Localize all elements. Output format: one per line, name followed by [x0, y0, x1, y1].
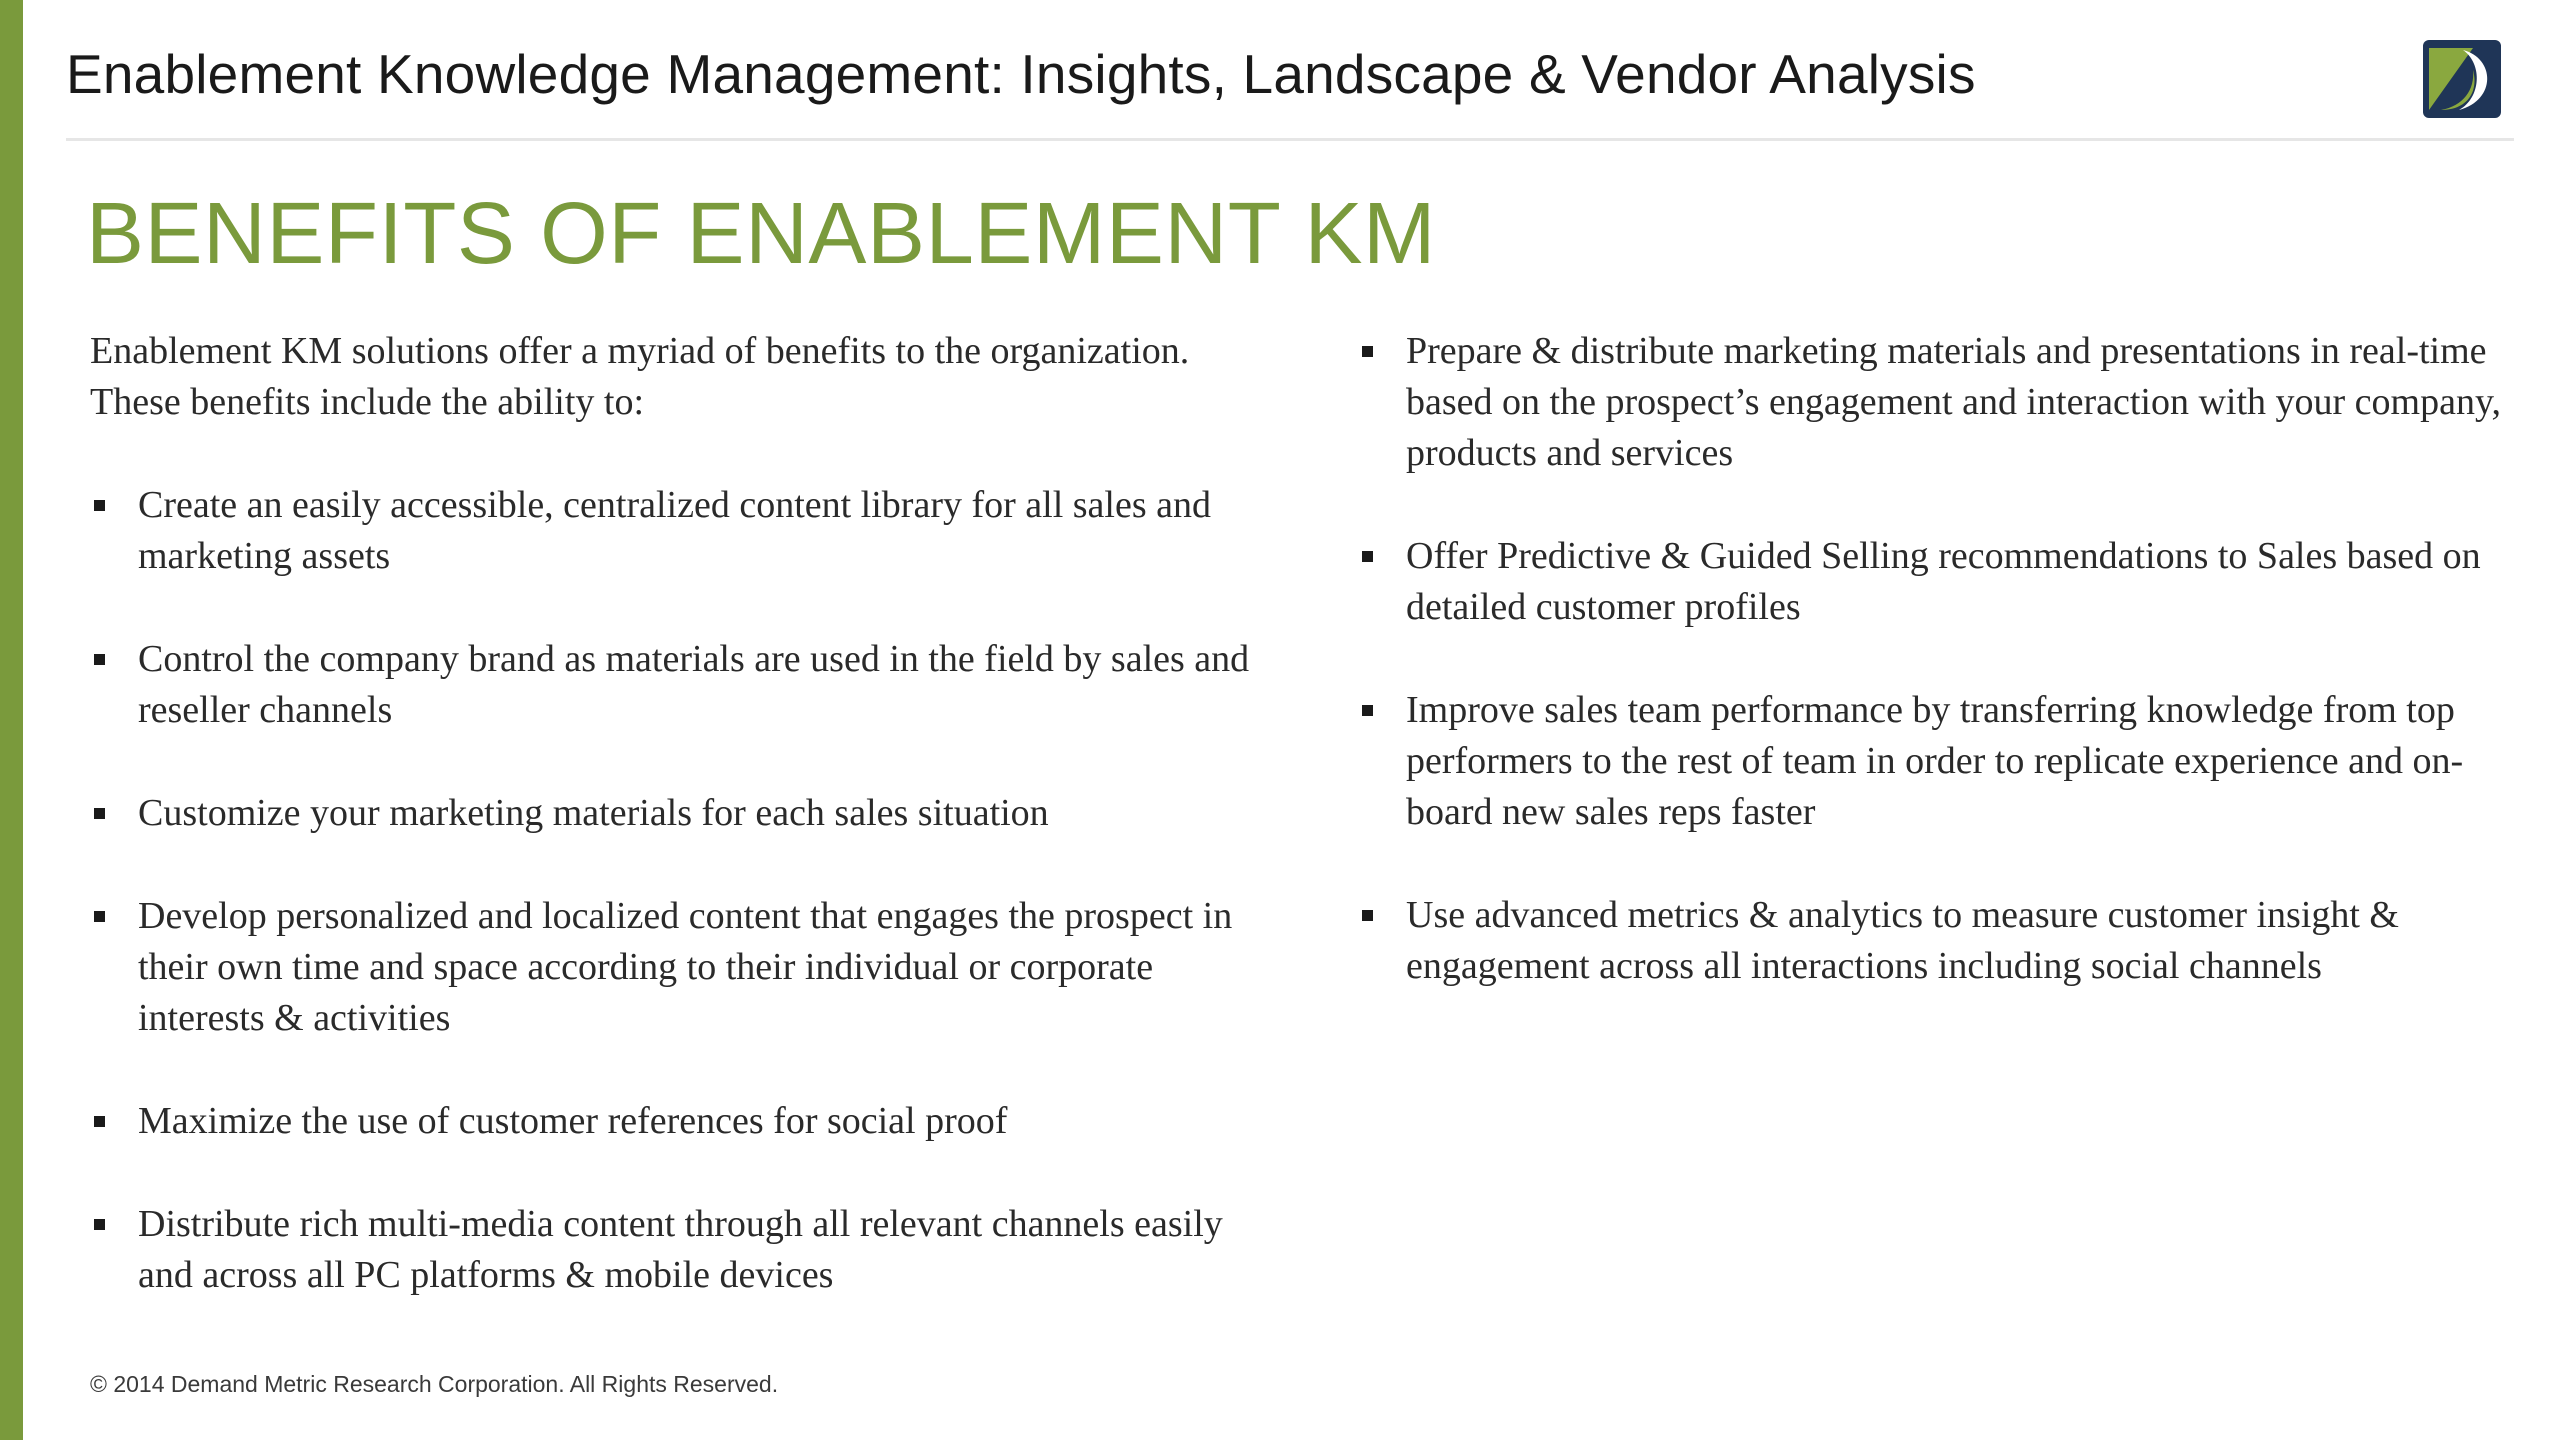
bullet-square-icon — [94, 500, 105, 511]
intro-text: Enablement KM solutions offer a myriad of benefits to the organization. These benefits include the ability to: — [90, 330, 1190, 423]
bullet-square-icon — [94, 808, 105, 819]
bullet-text: Offer Predictive & Guided Selling recommendations to Sales based on detailed customer profiles — [1406, 535, 2481, 628]
right-bullet-list — [1358, 326, 2508, 992]
left-accent-bar — [0, 0, 23, 1440]
bullet-text: Distribute rich multi-media content through all relevant channels easily and across all PC platforms & mobile devices — [138, 1203, 1223, 1296]
bullet-text: Create an easily accessible, centralized content library for all sales and marketing assets — [138, 484, 1211, 577]
bullet-text: Control the company brand as materials are used in the field by sales and reseller channels — [138, 638, 1250, 731]
left-column — [90, 326, 1270, 1353]
list-item — [90, 891, 1270, 1044]
section-title: BENEFITS OF ENABLEMENT KM — [86, 185, 1436, 282]
bullet-square-icon — [1362, 346, 1373, 357]
demand-metric-logo-icon — [2423, 40, 2501, 118]
bullet-text: Use advanced metrics & analytics to measure customer insight & engagement across all interactions including social channels — [1406, 894, 2399, 987]
bullet-square-icon — [1362, 705, 1373, 716]
header-divider — [66, 138, 2514, 141]
left-bullet-list — [90, 480, 1270, 1301]
list-item — [90, 634, 1270, 736]
list-item — [90, 1199, 1270, 1301]
bullet-square-icon — [94, 1116, 105, 1127]
list-item — [90, 1096, 1270, 1147]
list-item — [90, 788, 1270, 839]
bullet-square-icon — [94, 911, 105, 922]
bullet-square-icon — [1362, 910, 1373, 921]
bullet-text: Customize your marketing materials for each sales situation — [138, 792, 1049, 834]
bullet-square-icon — [1362, 551, 1373, 562]
list-item — [1358, 531, 2508, 633]
right-column — [1358, 326, 2508, 1044]
list-item — [1358, 326, 2508, 479]
bullet-text: Develop personalized and localized content that engages the prospect in their own time and space according to their individual or corporate interests & activities — [138, 895, 1233, 1039]
list-item — [90, 480, 1270, 582]
bullet-square-icon — [94, 1219, 105, 1230]
header-title: Enablement Knowledge Management: Insights, Landscape & Vendor Analysis — [66, 43, 1976, 105]
bullet-text: Maximize the use of customer references for social proof — [138, 1100, 1008, 1142]
bullet-square-icon — [94, 654, 105, 665]
bullet-text: Prepare & distribute marketing materials and presentations in real-time based on the prospect’s engagement and interaction with your company, products and services — [1406, 330, 2501, 474]
list-item — [1358, 685, 2508, 838]
bullet-text: Improve sales team performance by transferring knowledge from top performers to the rest of team in order to replicate experience and on-board new sales reps faster — [1406, 689, 2464, 833]
list-item — [1358, 890, 2508, 992]
copyright-footer: © 2014 Demand Metric Research Corporation. All Rights Reserved. — [90, 1371, 779, 1397]
